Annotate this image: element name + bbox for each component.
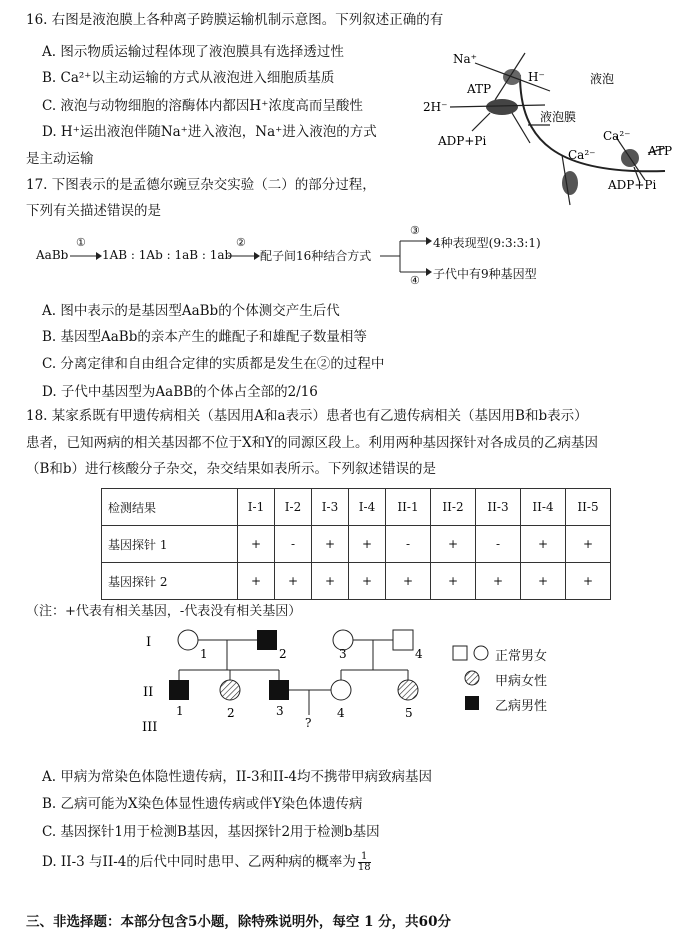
svg-text:1: 1 xyxy=(200,647,208,661)
svg-text:II: II xyxy=(143,685,154,700)
table-cell: + xyxy=(431,526,476,563)
q16-option-b: B. Ca²⁺以主动运输的方式从液泡进入细胞质基质 xyxy=(42,70,335,86)
svg-text:2H⁻: 2H⁻ xyxy=(423,100,448,114)
flow-step3: ③ xyxy=(410,224,420,237)
pedigree-I-2 xyxy=(257,630,277,650)
q17-option-c: C. 分离定律和自由组合定律的实质都是发生在②的过程中 xyxy=(42,356,385,372)
hybridization-table xyxy=(101,488,611,600)
legend-disease-b-male-icon xyxy=(465,696,479,710)
table-header-cell: 检测结果 xyxy=(102,489,238,526)
svg-text:5: 5 xyxy=(405,706,413,720)
table-note: （注：+代表有相关基因，-代表没有相关基因） xyxy=(26,604,302,619)
legend-disease-a-female-icon xyxy=(465,671,479,685)
flow-geno: 子代中有9种基因型 xyxy=(433,267,537,281)
q18-option-a: A. 甲病为常染色体隐性遗传病，II-3和II-4均不携带甲病致病基因 xyxy=(42,769,432,785)
svg-text:液泡膜: 液泡膜 xyxy=(540,110,577,124)
table-cell: + xyxy=(476,563,521,600)
table-header-cell: II-4 xyxy=(521,489,566,526)
q18-option-b: B. 乙病可能为X染色体显性遗传病或伴Y染色体遗传病 xyxy=(42,796,363,812)
proton-pump xyxy=(486,99,518,115)
pedigree-II-2 xyxy=(220,680,240,700)
legend-disease-b-label: 乙病男性 xyxy=(495,699,548,714)
flow-arrow-2 xyxy=(228,250,260,262)
svg-text:?: ? xyxy=(305,716,312,730)
calcium-channel xyxy=(562,171,578,195)
table-cell: + xyxy=(349,563,386,600)
legend-normal-label: 正常男女 xyxy=(495,649,548,664)
svg-text:3: 3 xyxy=(339,647,347,661)
pedigree-II-3 xyxy=(269,680,289,700)
svg-text:1: 1 xyxy=(176,704,184,718)
flow-step2: ② xyxy=(236,236,246,249)
svg-text:液泡: 液泡 xyxy=(590,72,615,86)
pedigree-chart xyxy=(140,620,440,750)
table-cell: + xyxy=(275,563,312,600)
q17-option-d: D. 子代中基因型为AaBB的个体占全部的2/16 xyxy=(42,384,318,400)
svg-text:Ca²⁻: Ca²⁻ xyxy=(603,129,631,143)
q16-option-a: A. 图示物质运输过程体现了液泡膜具有选择透过性 xyxy=(42,44,344,60)
table-cell: - xyxy=(386,526,431,563)
q18-option-c: C. 基因探针1用于检测B基因，基因探针2用于检测b基因 xyxy=(42,824,380,840)
q16-option-d: D. H⁺运出液泡伴随Na⁺进入液泡，Na⁺进入液泡的方式 xyxy=(42,124,377,140)
table-header-cell: II-2 xyxy=(431,489,476,526)
svg-text:ADP+Pi: ADP+Pi xyxy=(438,134,487,148)
table-cell: + xyxy=(566,563,611,600)
table-cell: + xyxy=(238,526,275,563)
table-cell: 基因探针 2 xyxy=(102,563,238,600)
q18-option-d xyxy=(42,850,371,873)
pedigree-I-4 xyxy=(393,630,413,650)
pedigree-legend-symbols xyxy=(452,644,492,714)
table-header-row xyxy=(102,489,611,526)
table-cell: + xyxy=(521,526,566,563)
svg-text:III: III xyxy=(142,720,158,735)
flow-step1: ① xyxy=(76,236,86,249)
table-header-cell: I-1 xyxy=(238,489,275,526)
svg-text:Na⁺: Na⁺ xyxy=(453,52,477,66)
table-cell: + xyxy=(521,563,566,600)
svg-text:2: 2 xyxy=(227,706,235,720)
table-cell: - xyxy=(275,526,312,563)
svg-text:4: 4 xyxy=(415,647,423,661)
probability-fraction: $\frac{1}{18}$ xyxy=(357,851,371,873)
table-cell: + xyxy=(238,563,275,600)
svg-text:H⁻: H⁻ xyxy=(528,70,545,84)
pedigree-II-1 xyxy=(169,680,189,700)
table-header-cell: I-3 xyxy=(312,489,349,526)
q17-option-b: B. 基因型AaBb的亲本产生的雌配子和雄配子数量相等 xyxy=(42,329,367,345)
table-header-cell: II-1 xyxy=(386,489,431,526)
pedigree-I-1 xyxy=(178,630,198,650)
svg-text:ATP: ATP xyxy=(648,144,673,158)
q16-option-c: C. 液泡与动物细胞的溶酶体内都因H⁺浓度高而呈酸性 xyxy=(42,98,363,114)
pedigree-II-4 xyxy=(331,680,351,700)
flow-gametes: 1AB : 1Ab : 1aB : 1ab xyxy=(102,248,233,262)
legend-disease-a-label: 甲病女性 xyxy=(495,674,548,689)
q18-stem-line2: 患者，已知两病的相关基因都不位于X和Y的同源区段上。利用两种基因探针对各成员的乙病基因 xyxy=(26,435,599,451)
svg-text:ADP+Pi: ADP+Pi xyxy=(608,178,657,192)
table-header-cell: II-3 xyxy=(476,489,521,526)
flow-arrow-1 xyxy=(70,250,102,262)
vacuole-membrane-diagram xyxy=(420,45,690,220)
q18-option-d-text: D. II-3 与II-4的后代中同时患甲、乙两种病的概率为 xyxy=(42,854,356,870)
table-cell: + xyxy=(431,563,476,600)
q17-stem-line1: 17. 下图表示的是孟德尔豌豆杂交实验（二）的部分过程， xyxy=(26,177,376,193)
table-header-cell: II-5 xyxy=(566,489,611,526)
q16-stem: 16. 右图是液泡膜上各种离子跨膜运输机制示意图。下列叙述正确的有 xyxy=(26,12,444,28)
flow-branch xyxy=(380,236,432,280)
table-cell: + xyxy=(312,526,349,563)
table-cell: + xyxy=(566,526,611,563)
q18-stem-line1: 18. 某家系既有甲遗传病相关（基因用A和a表示）患者也有乙遗传病相关（基因用B和b表示） xyxy=(26,408,588,424)
table-cell: + xyxy=(349,526,386,563)
q17-stem-line2: 下列有关描述错误的是 xyxy=(26,203,161,219)
svg-text:2: 2 xyxy=(279,647,287,661)
q17-option-a: A. 图中表示的是基因型AaBb的个体测交产生后代 xyxy=(42,303,340,319)
legend-normal-male-icon xyxy=(453,646,467,660)
table-header-cell: I-2 xyxy=(275,489,312,526)
svg-text:3: 3 xyxy=(276,704,284,718)
flow-combine: 配子间16种结合方式 xyxy=(260,249,372,263)
table-row xyxy=(102,526,611,563)
table-cell: 基因探针 1 xyxy=(102,526,238,563)
svg-text:ATP: ATP xyxy=(467,82,492,96)
flow-start: AaBb xyxy=(36,248,69,262)
svg-text:I: I xyxy=(146,635,152,650)
table-cell: - xyxy=(476,526,521,563)
section-three-heading: 三、非选择题：本部分包含5小题，除特殊说明外，每空 1 分，共60分 xyxy=(26,914,451,930)
table-header-cell: I-4 xyxy=(349,489,386,526)
table-cell: + xyxy=(312,563,349,600)
q18-stem-line3: （B和b）进行核酸分子杂交，杂交结果如表所示。下列叙述错误的是 xyxy=(26,461,437,477)
legend-normal-female-icon xyxy=(474,646,488,660)
flow-pheno: 4种表现型(9:3:3:1) xyxy=(433,236,541,250)
q16-option-d-cont: 是主动运输 xyxy=(26,151,94,167)
svg-text:4: 4 xyxy=(337,706,345,720)
table-cell: + xyxy=(386,563,431,600)
table-row xyxy=(102,563,611,600)
flow-step4: ④ xyxy=(410,274,420,287)
pedigree-II-5 xyxy=(398,680,418,700)
svg-text:Ca²⁻: Ca²⁻ xyxy=(568,148,596,162)
